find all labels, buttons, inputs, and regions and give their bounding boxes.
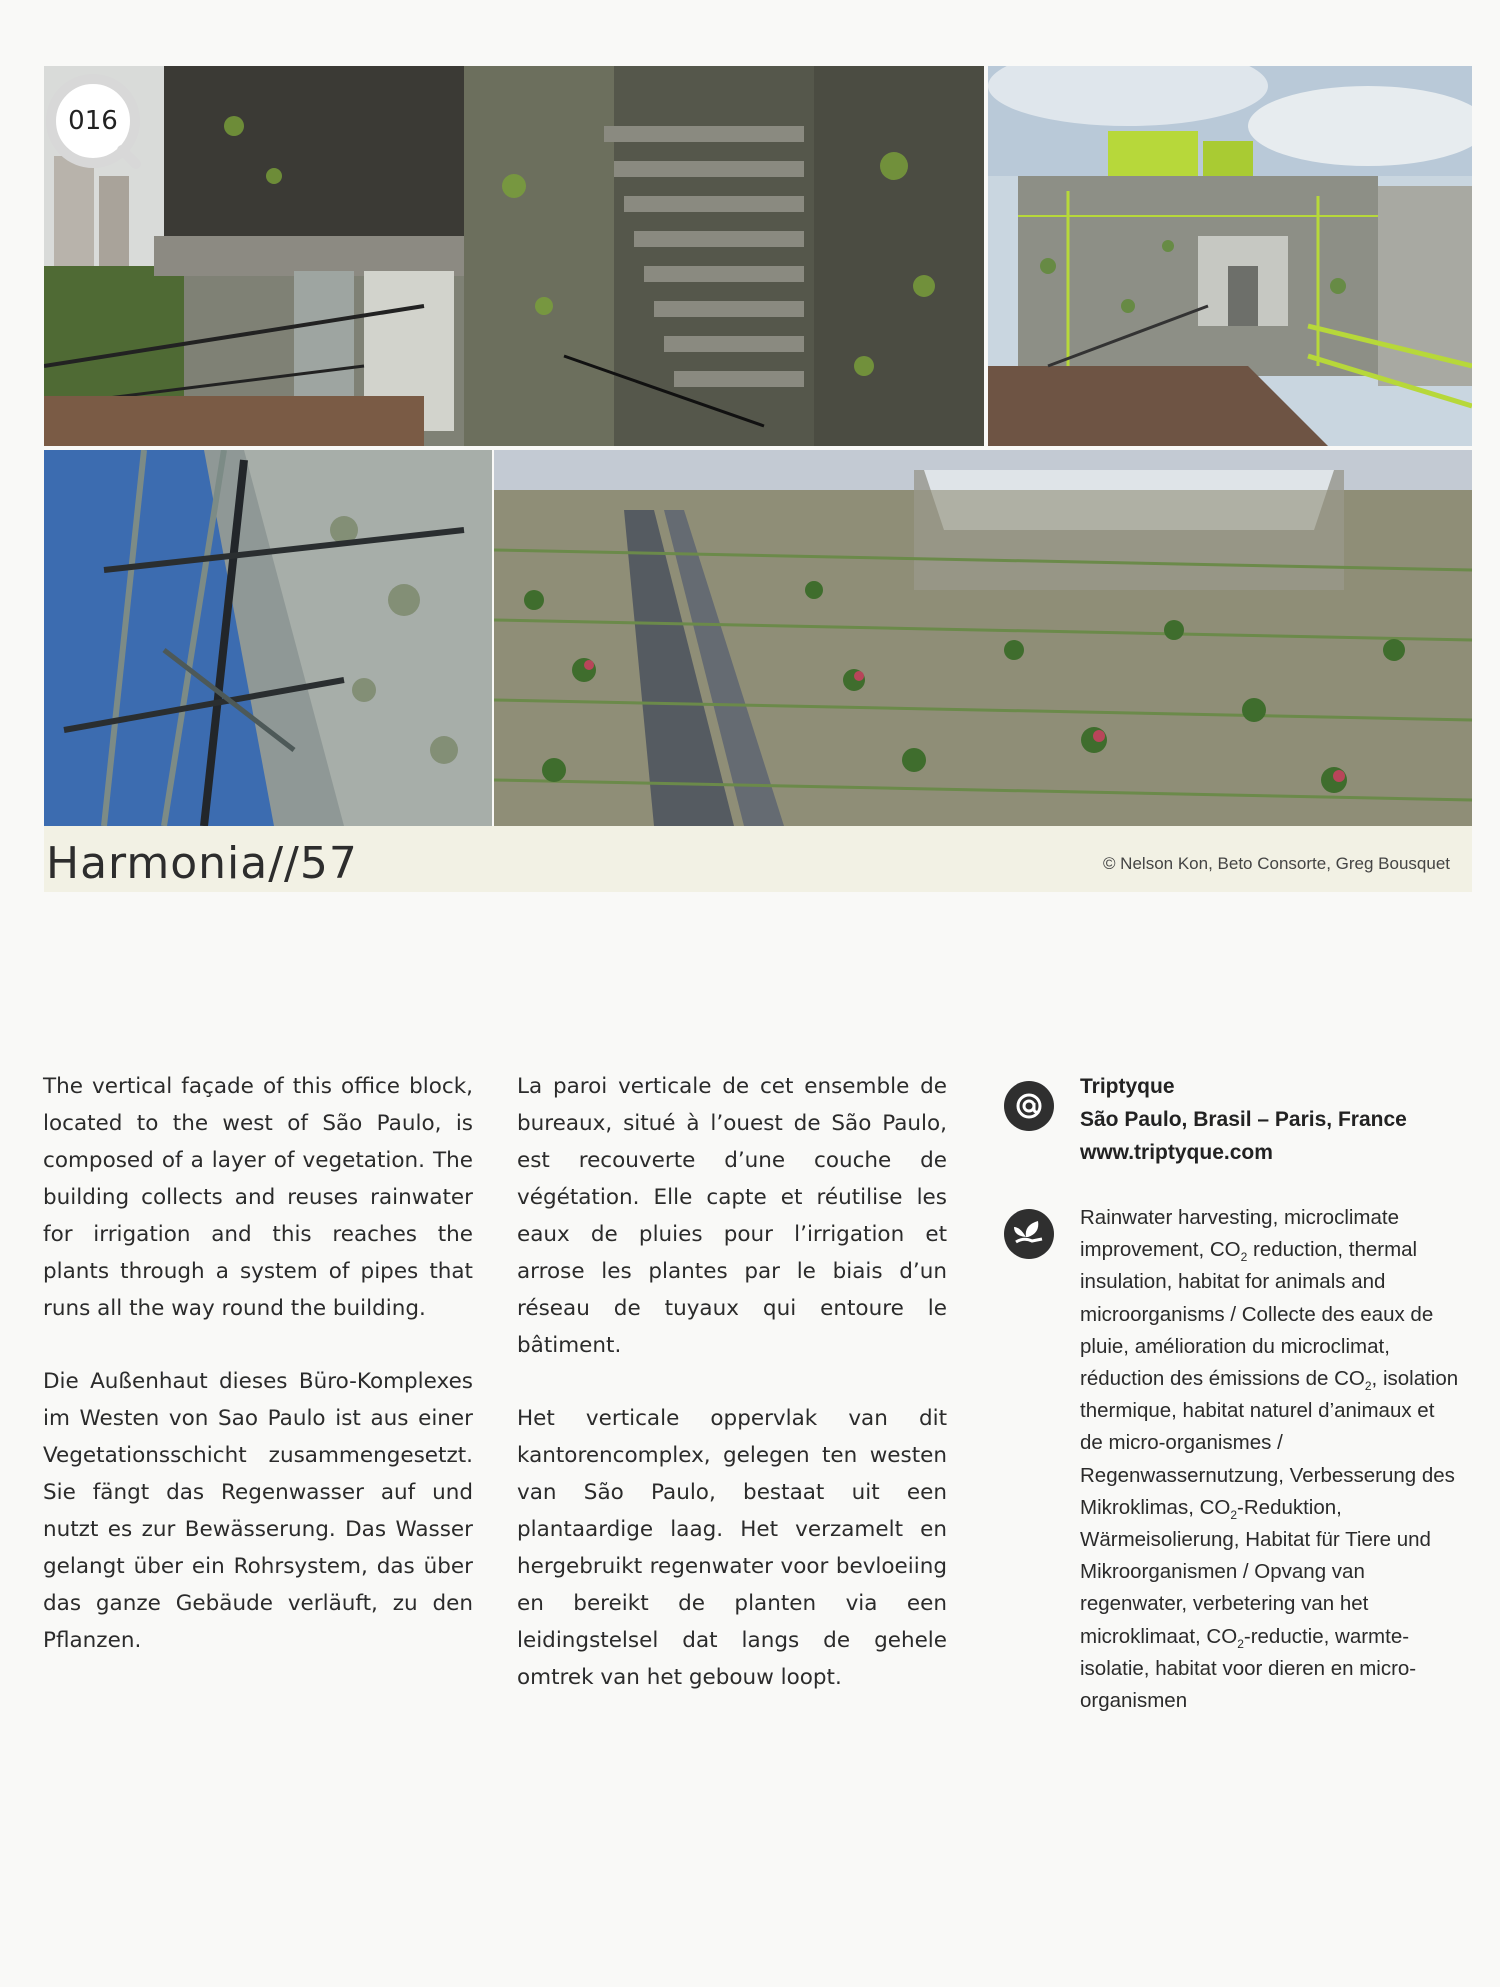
features-text-1: Rainwater harvesting, microclimate improvement, CO bbox=[1080, 1206, 1400, 1262]
subscript-2: 2 bbox=[1240, 1250, 1248, 1265]
subscript-2: 2 bbox=[1237, 1636, 1244, 1651]
sustainability-features bbox=[1080, 1202, 1460, 1717]
photo-facade-upward bbox=[44, 450, 492, 826]
description-german: Die Außenhaut dieses Büro-Komplexes im Westen von Sao Paulo ist aus einer Vegetationsschicht zusammengesetzt. Sie fängt das Regenwasser auf und nutzt es zur Bewässerung. Das Wasser gelangt über ein Rohrsystem, das über das ganze Gebäude verläuft, zu den Pflanzen. bbox=[43, 1369, 473, 1653]
features-text-4: -Reduktion, Wärmeisolierung, Habitat für Tiere und Mikroorganismen / Opvang van regenwater, verbetering van het microklimaat, CO bbox=[1080, 1495, 1431, 1648]
page-number: 016 bbox=[68, 106, 118, 136]
description-english: The vertical façade of this office block, located to the west of São Paulo, is composed of a layer of vegetation. The building collects and reuses rainwater for irrigation and this reaches the plants through a system of pipes that runs all the way round the building. bbox=[43, 1074, 473, 1321]
features-text-2: reduction, thermal insulation, habitat for animals and microorganisms / Collecte des eaux de pluie, amélioration du microclimat, réduction des émissions de CO bbox=[1080, 1238, 1434, 1391]
photo-green-roof-pipes bbox=[494, 450, 1472, 826]
page-number-badge bbox=[44, 72, 142, 170]
features-text-5: -reductie, warmte-isolatie, habitat voor dieren en micro-organismen bbox=[1080, 1624, 1417, 1713]
at-sign-icon bbox=[1004, 1081, 1054, 1131]
photo-credit: © Nelson Kon, Beto Consorte, Greg Bousquet bbox=[1102, 854, 1450, 873]
description-dutch: Het verticale oppervlak van dit kantorencomplex, gelegen ten westen van São Paulo, bestaat uit een plantaardige laag. Het verzamelt en hergebruikt regenwater voor bevloeiing en bereikt de planten via een leidingstelsel dat langs de gehele omtrek van het gebouw loopt. bbox=[517, 1406, 947, 1690]
project-title: Harmonia//57 bbox=[46, 838, 358, 889]
contact-block bbox=[1080, 1070, 1407, 1169]
firm-website-link[interactable]: www.triptyque.com bbox=[1080, 1141, 1273, 1164]
photo-staircase bbox=[44, 66, 984, 446]
features-text-3: , isolation thermique, habitat naturel d’animaux et de micro-organismes / Regenwassernutzung, Verbesserung des Mikroklimas, CO bbox=[1080, 1367, 1459, 1519]
subscript-2: 2 bbox=[1364, 1379, 1372, 1394]
text-column-middle bbox=[517, 1068, 947, 1732]
subscript-2: 2 bbox=[1230, 1507, 1238, 1522]
photo-rooftop-tanks bbox=[988, 66, 1472, 446]
firm-location: São Paulo, Brasil – Paris, France bbox=[1080, 1108, 1407, 1131]
text-column-left bbox=[43, 1068, 473, 1695]
description-french: La paroi verticale de cet ensemble de bureaux, situé à l’ouest de São Paulo, est recouverte d’une couche de végétation. Elle capte et réutilise les eaux de pluies pour l’irrigation et arrose les plantes par le biais d’un réseau de tuyaux qui entoure le bâtiment. bbox=[517, 1074, 947, 1358]
leaf-hand-icon bbox=[1004, 1209, 1054, 1259]
firm-name: Triptyque bbox=[1080, 1075, 1175, 1098]
